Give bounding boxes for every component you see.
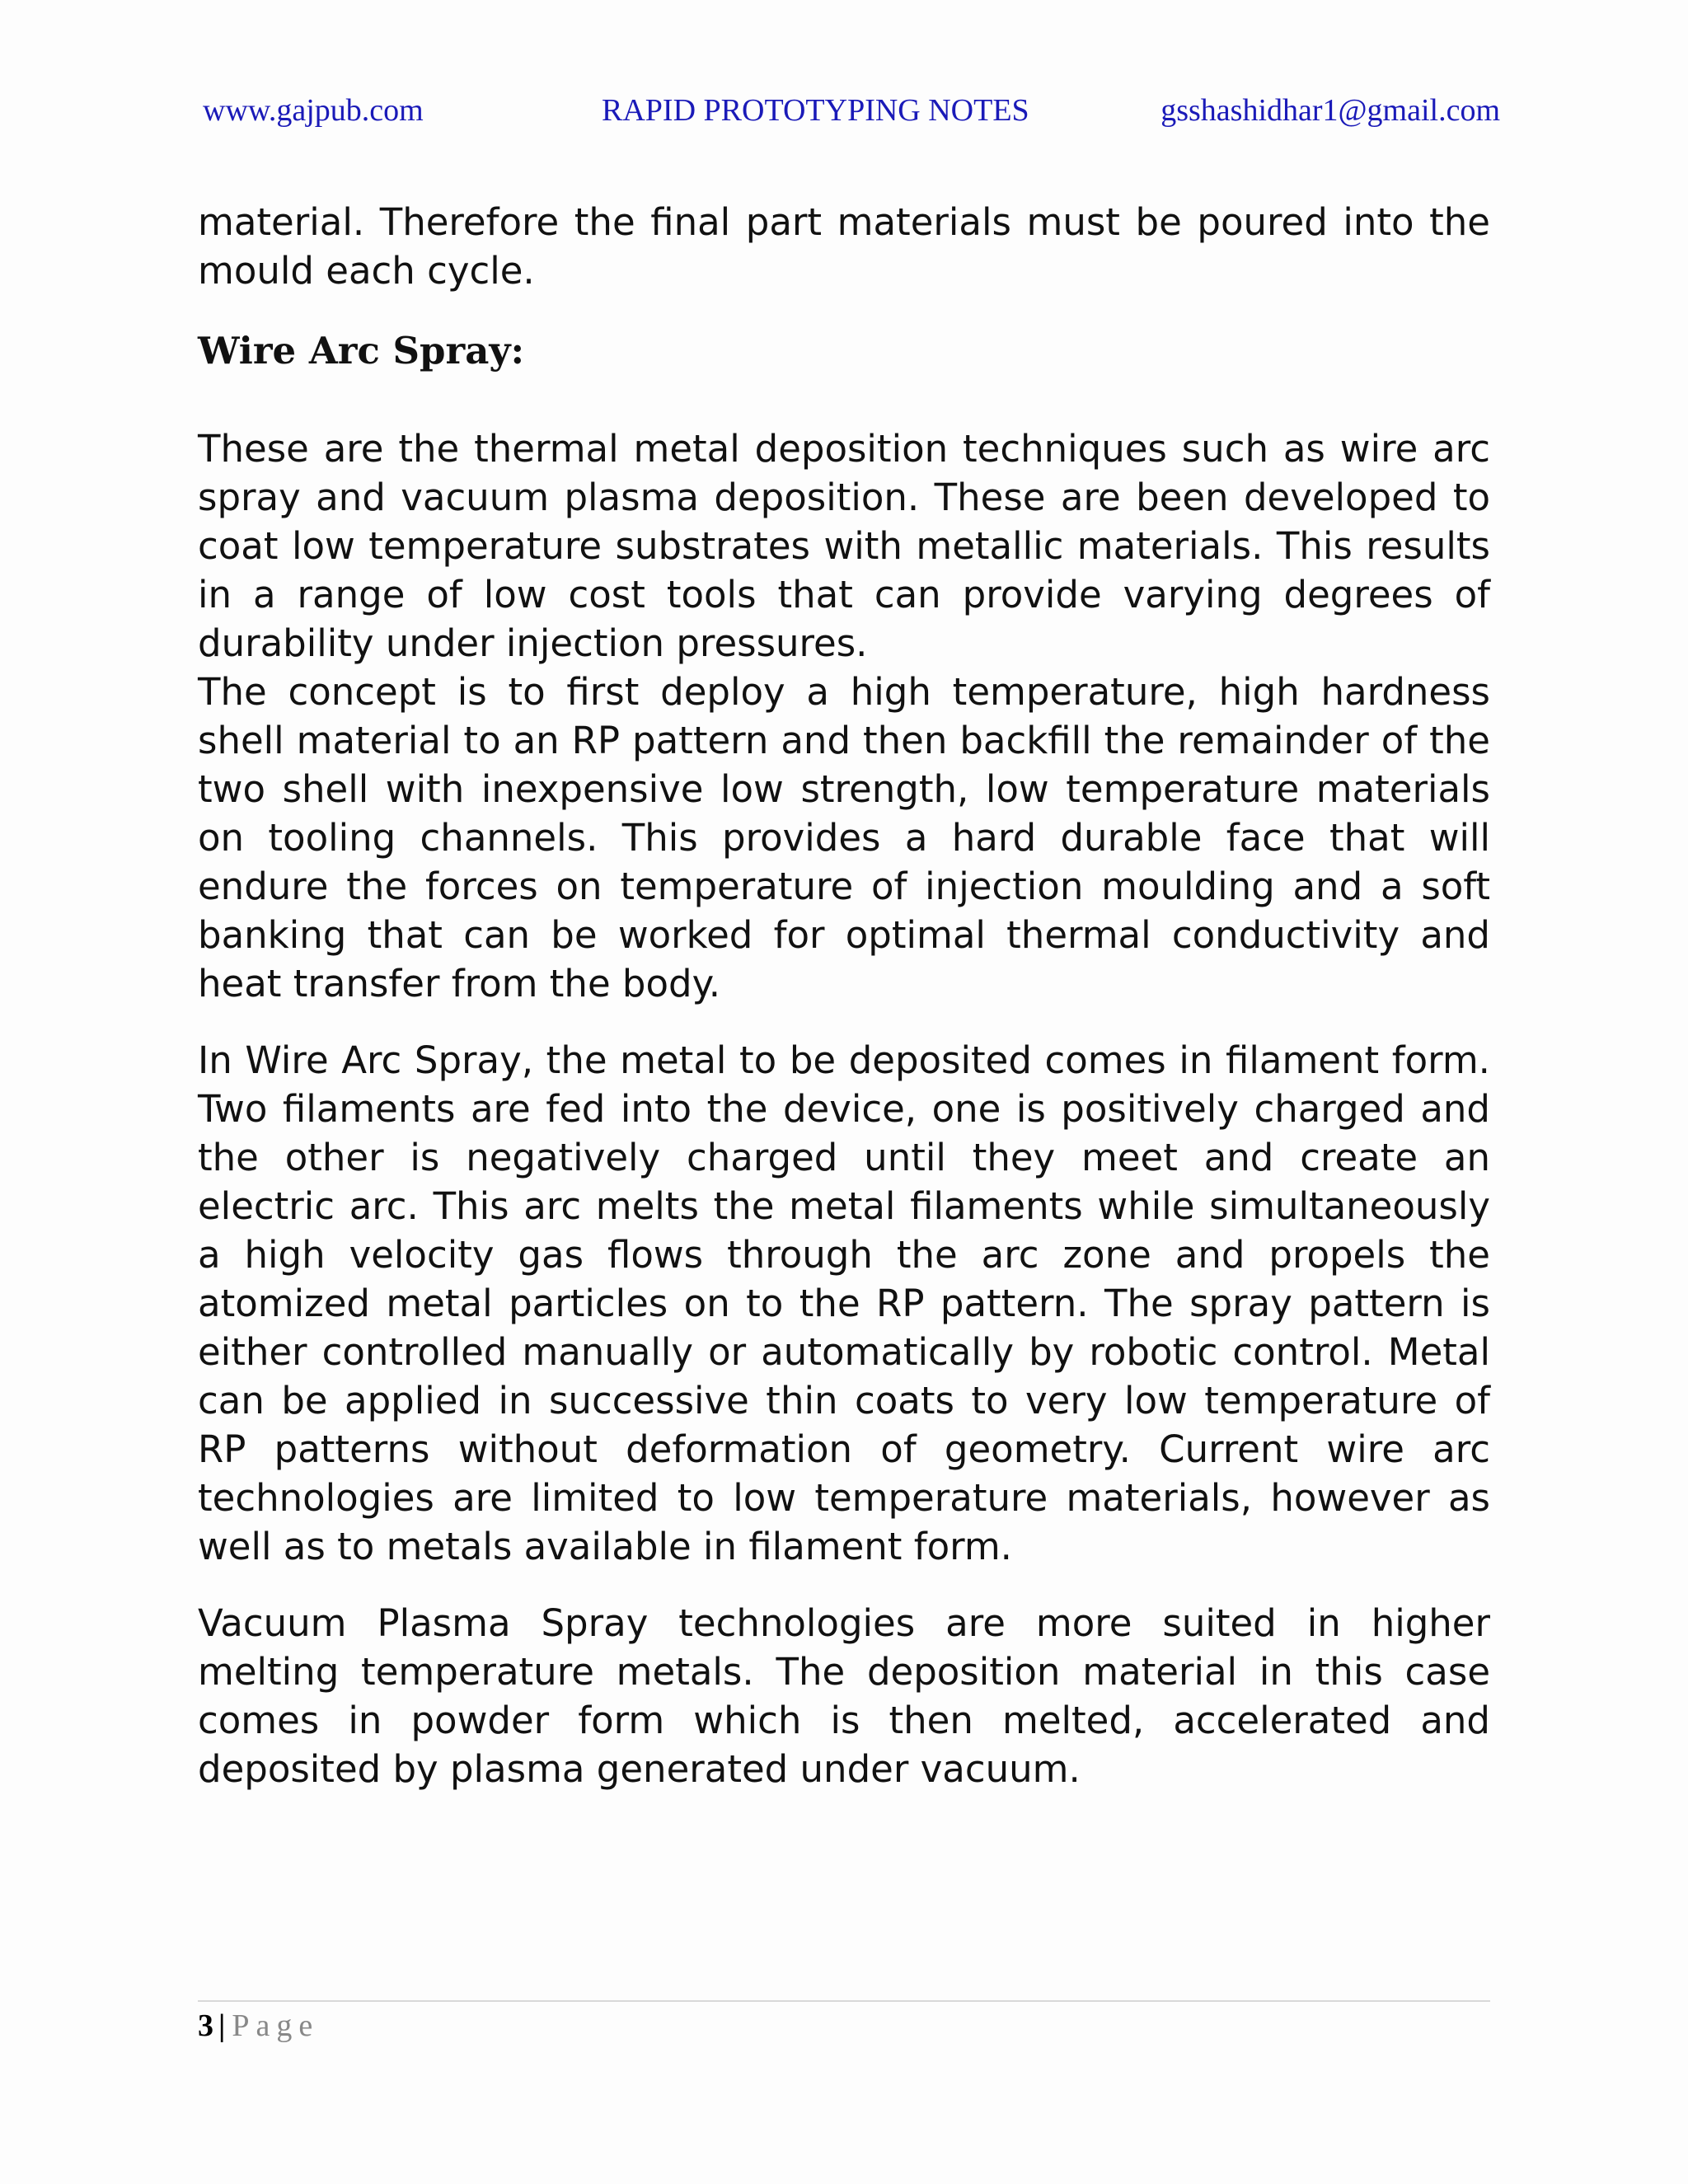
page-footer [198,2008,319,2044]
footer-divider [198,2000,1490,2002]
page-header [198,92,1500,142]
page-body [198,198,1490,1793]
header-title: RAPID PROTOTYPING NOTES [602,93,1029,128]
header-website: www.gajpub.com [203,93,424,128]
footer-separator: | [218,2008,226,2043]
body-paragraph: Vacuum Plasma Spray technologies are more suited in higher melting temperature metals. The deposition material in this case comes in powder form which is then melted, accelerated and deposited by plasma generated under vacuum. [198,1601,1490,1791]
page-number: 3 [198,2008,213,2043]
body-paragraph: These are the thermal metal deposition techniques such as wire arc spray and vacuum plasma deposition. These are been developed to coat low temperature substrates with metallic materials. This results in a range of low cost tools that can provide varying degrees of durability under injection pressures. [198,427,1490,665]
continuation-paragraph: material. Therefore the final part materials must be poured into the mould each cycle. [198,200,1490,293]
section-heading: Wire Arc Spray: [198,329,525,373]
header-email: gsshashidhar1@gmail.com [1160,93,1500,128]
body-paragraph: The concept is to first deploy a high temperature, high hardness shell material to an RP pattern and then backfill the remainder of the two shell with inexpensive low strength, low temperature materials on tooling channels. This provides a hard durable face that will endure the forces on temperature of injection moulding and a soft banking that can be worked for optimal thermal conductivity and heat transfer from the body. [198,670,1490,1005]
body-paragraph: In Wire Arc Spray, the metal to be deposited comes in filament form. Two filaments are fed into the device, one is positively charged and the other is negatively charged until they meet and create an electric arc. This arc melts the metal filaments while simultaneously a high velocity gas flows through the arc zone and propels the atomized metal particles on to the RP pattern. The spray pattern is either controlled manually or automatically by robotic control. Metal can be applied in successive thin coats to very low temperature of RP patterns without deformation of geometry. Current wire arc technologies are limited to low temperature materials, however as well as to metals available in filament form. [198,1038,1490,1568]
page-label: Page [232,2008,320,2043]
